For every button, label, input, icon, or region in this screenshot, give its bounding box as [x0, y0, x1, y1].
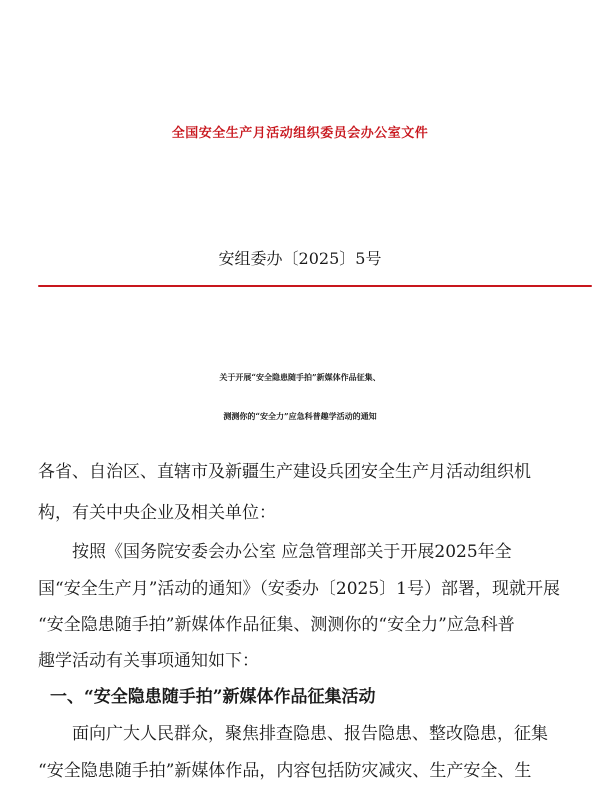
document-header-title: 全国安全生产月活动组织委员会办公室文件 — [171, 126, 429, 141]
document-number: 安组委办〔2025〕5号 — [218, 249, 382, 268]
body-paragraph-1-line-4: 趣学活动有关事项通知如下： — [38, 651, 259, 671]
body-paragraph-2-line-2: “安全隐患随手拍”新媒体作品，内容包括防灾减灾、生产安全、生 — [38, 761, 532, 781]
body-paragraph-2-line-1: 面向广大人民群众，聚焦排查隐患、报告隐患、整改隐患，征集 — [38, 724, 548, 744]
red-header-rule — [38, 285, 592, 287]
body-paragraph-1-line-2: 国“安全生产月”活动的通知》（安委办〔2025〕1号）部署，现就开展 — [38, 579, 560, 599]
section-1-heading: 一、“安全隐患随手拍”新媒体作品征集活动 — [50, 687, 376, 707]
notice-title-line-1: 关于开展“安全隐患随手拍”新媒体作品征集、 — [219, 372, 381, 382]
body-paragraph-1-line-3: “安全隐患随手拍”新媒体作品征集、测测你的“安全力”应急科普 — [38, 615, 515, 635]
body-paragraph-1-line-1: 按照《国务院安委会办公室 应急管理部关于开展2025年全 — [38, 542, 512, 562]
addressee-line-2: 构，有关中央企业及相关单位： — [38, 503, 276, 523]
notice-title-line-2: 测测你的“安全力”应急科普趣学活动的通知 — [223, 411, 377, 421]
addressee-line-1: 各省、自治区、直辖市及新疆生产建设兵团安全生产月活动组织机 — [38, 462, 531, 482]
